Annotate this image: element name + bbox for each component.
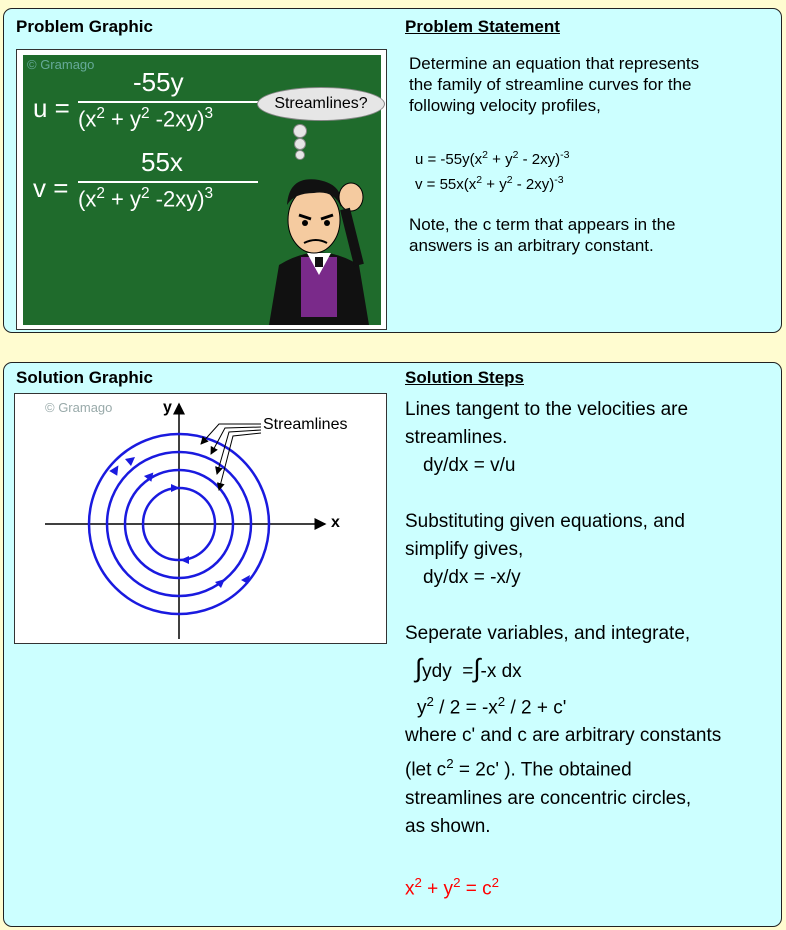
v-fraction-bar <box>78 181 258 183</box>
v-numerator: 55x <box>141 147 183 177</box>
professor-cartoon <box>259 145 379 325</box>
velocity-equations: $u = -55y(x^2 + y^2 - 2xy)^{-3}$ $v = 55x(x^2 + y^2 - 2xy)^{-3}$ <box>415 149 570 193</box>
bubble-dot <box>293 124 307 138</box>
y-axis-label: y <box>163 399 172 416</box>
solution-graphic-title: Solution Graphic <box>16 368 153 387</box>
x-axis-label: x <box>331 514 340 531</box>
streamlines-label: Streamlines <box>263 416 348 433</box>
solution-graphic <box>14 393 387 644</box>
u-fraction-bar <box>78 101 258 103</box>
u-label: u = <box>33 93 70 123</box>
flow-arrow <box>125 457 135 466</box>
problem-statement-text: Determine an equation that represents the family of streamline curves for the following velocity profiles, <box>409 54 700 115</box>
bubble-dot <box>294 138 306 150</box>
problem-panel <box>3 8 782 333</box>
problem-statement-title: Problem Statement <box>405 17 560 36</box>
equation-dydx-xy: dy/dx = -x/y <box>423 567 521 588</box>
u-numerator: -55y <box>133 67 184 97</box>
result-equation: $x^2 + y^2 = c^2$ <box>405 874 500 899</box>
problem-graphic-title: Problem Graphic <box>16 17 153 36</box>
solution-steps-title: Solution Steps <box>405 368 524 387</box>
solution-steps: Lines tangent to the velocities are streamlines. dy/dx = v/u Substituting given equations, and simplify gives, dy/dx = -x/y Seperate variables, and integrate, ∫ydy =∫-x dx $y^2 / 2 = -x^2 / 2 + c'$ where c' and c are arbitrary constants (let $c^2 = 2c'$ ). The obtained streamlines are concentric circles, as shown. $x^2 + y^2 = c^2$ <box>405 396 721 903</box>
bubble-dot <box>295 150 305 160</box>
thought-bubble: Streamlines? <box>257 87 385 121</box>
integrated-equation: $y^2 / 2 = -x^2 / 2 + c'$ <box>417 694 567 719</box>
u-denominator: ($x^2 + y^2$ -2xy)$^3$ <box>78 105 214 132</box>
solution-panel <box>3 362 782 927</box>
problem-note: Note, the c term that appears in the answers is an arbitrary constant. <box>409 215 676 255</box>
watermark: © Gramago <box>27 57 95 72</box>
flow-arrow <box>180 556 189 564</box>
watermark: © Gramago <box>45 400 113 415</box>
problem-graphic <box>16 49 387 330</box>
equation-dydx-vu: dy/dx = v/u <box>423 455 516 476</box>
v-denominator: ($x^2 + y^2$ -2xy)$^3$ <box>78 185 214 212</box>
integral-equation: ∫ydy =∫-x dx <box>415 653 522 683</box>
v-label: v = <box>33 173 69 203</box>
